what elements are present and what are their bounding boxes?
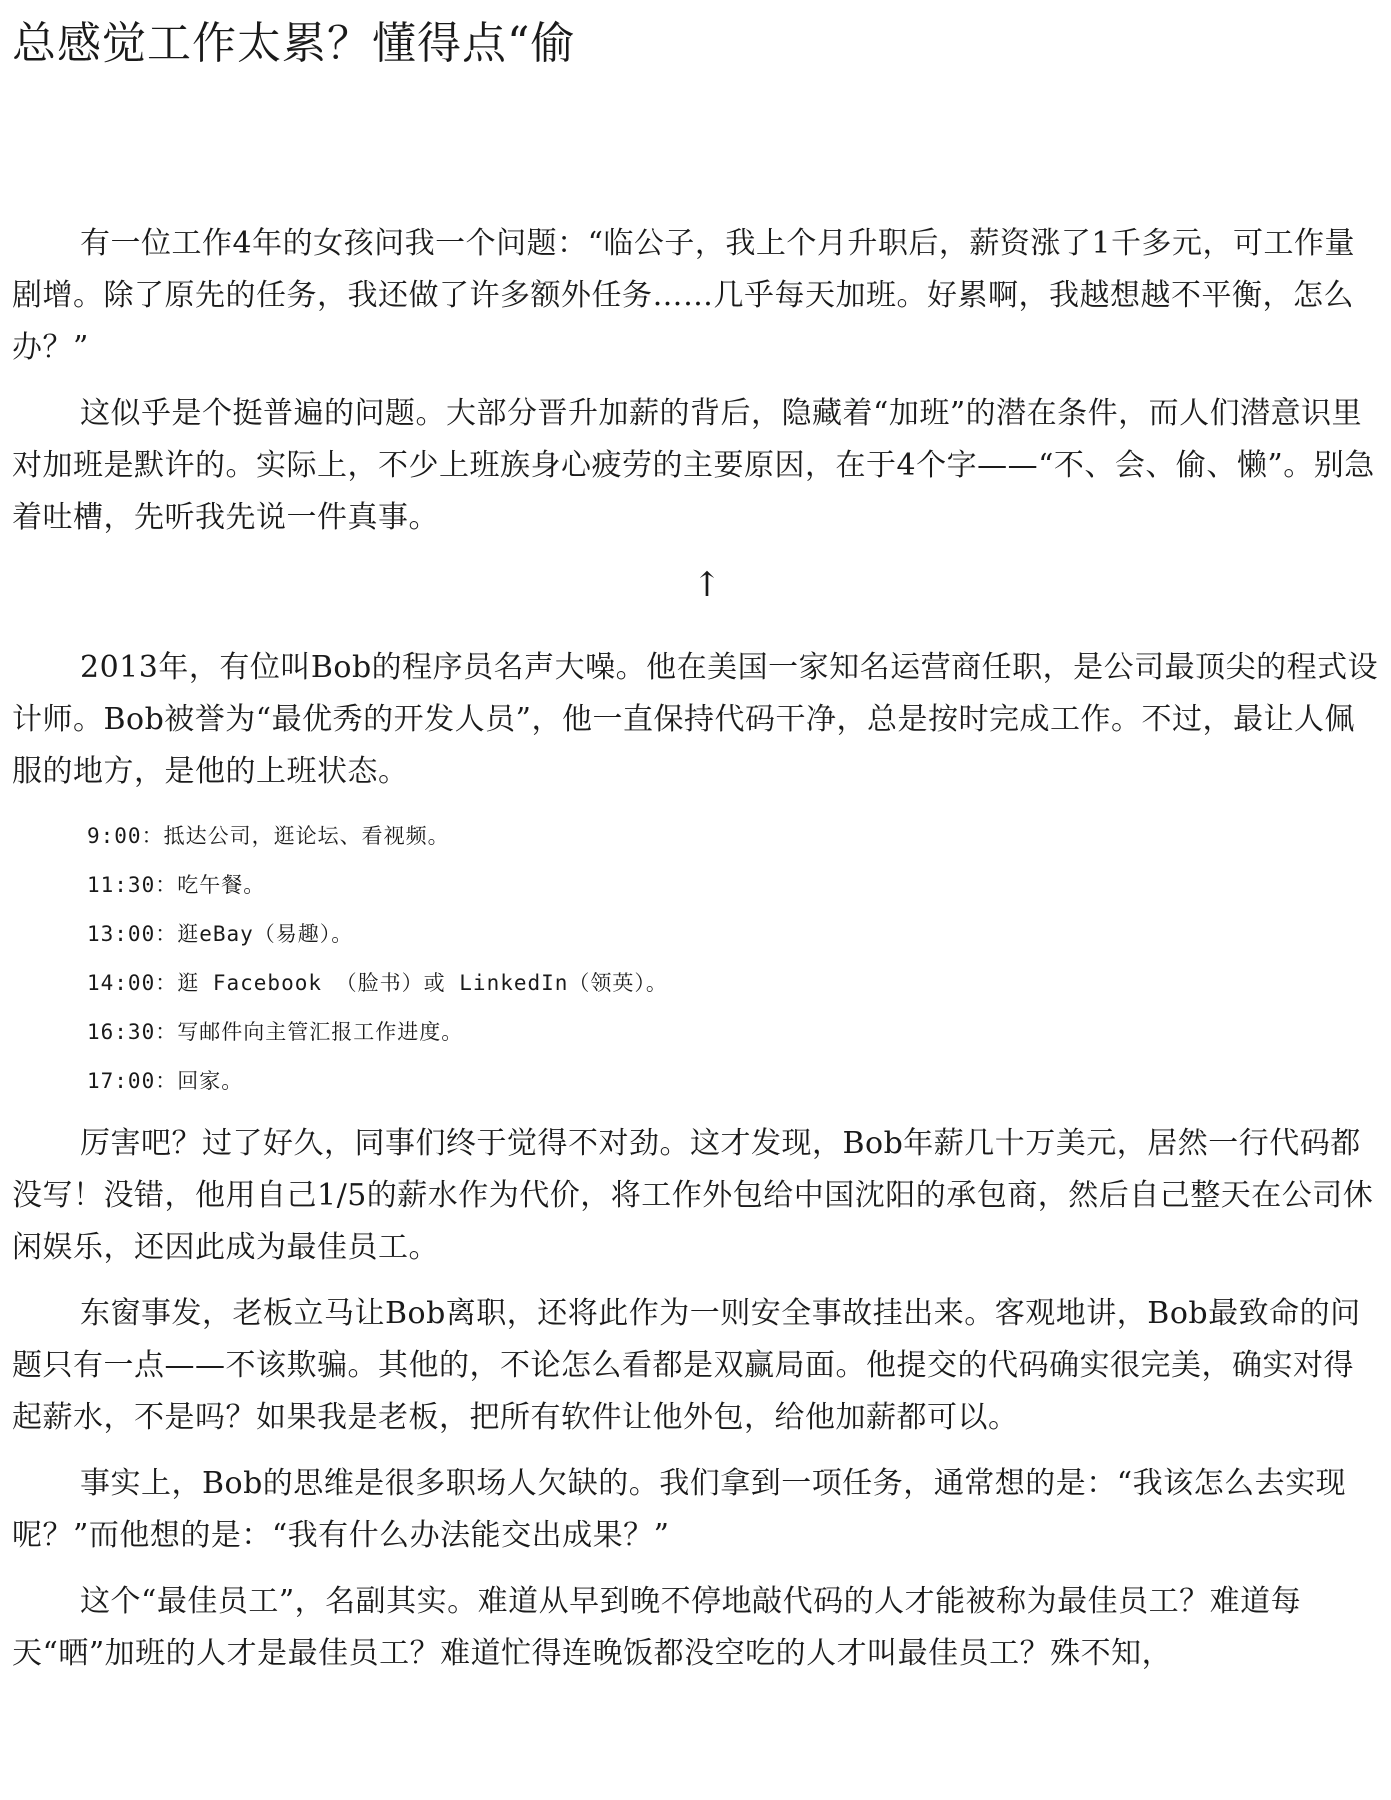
- article-body: [12, 218, 1382, 1694]
- schedule-item: 16:30：写邮件向主管汇报工作进度。: [87, 1020, 464, 1044]
- up-arrow-icon: ↑: [692, 565, 722, 605]
- paragraph: 事实上，Bob的思维是很多职场人欠缺的。我们拿到一项任务，通常想的是：“我该怎么去实现呢？”而他想的是：“我有什么办法能交出成果？”: [12, 1466, 1347, 1553]
- paragraph: 这个“最佳员工”，名副其实。难道从早到晚不停地敲代码的人才能被称为最佳员工？难道每天“晒”加班的人才是最佳员工？难道忙得连晚饭都没空吃的人才叫最佳员工？殊不知，: [12, 1584, 1302, 1671]
- schedule-item: 11:30：吃午餐。: [87, 873, 266, 897]
- paragraph: 厉害吧？过了好久，同事们终于觉得不对劲。这才发现，Bob年薪几十万美元，居然一行代码都没写！没错，他用自己1/5的薪水作为代价，将工作外包给中国沈阳的承包商，然后自己整天在公司休闲娱乐，还因此成为最佳员工。: [12, 1126, 1374, 1265]
- paragraph: 2013年，有位叫Bob的程序员名声大噪。他在美国一家知名运营商任职，是公司最顶尖的程式设计师。Bob被誉为“最优秀的开发人员”，他一直保持代码干净，总是按时完成工作。不过，最让人佩服的地方，是他的上班状态。: [12, 650, 1379, 789]
- schedule-item: 13:00：逛eBay（易趣）。: [87, 922, 354, 946]
- schedule-item: 14:00：逛 Facebook （脸书）或 LinkedIn（领英）。: [87, 971, 668, 995]
- article-title: 总感觉工作太累？懂得点“偷: [12, 18, 576, 69]
- schedule-list: [87, 812, 1382, 1106]
- paragraph: 有一位工作4年的女孩问我一个问题：“临公子，我上个月升职后，薪资涨了1千多元，可工作量剧增。除了原先的任务，我还做了许多额外任务……几乎每天加班。好累啊，我越想越不平衡，怎么办？”: [12, 226, 1356, 365]
- paragraph: 东窗事发，老板立马让Bob离职，还将此作为一则安全事故挂出来。客观地讲，Bob最致命的问题只有一点——不该欺骗。其他的，不论怎么看都是双赢局面。他提交的代码确实很完美，确实对得起薪水，不是吗？如果我是老板，把所有软件让他外包，给他加薪都可以。: [12, 1296, 1361, 1435]
- schedule-item: 17:00：回家。: [87, 1069, 244, 1093]
- schedule-item: 9:00：抵达公司，逛论坛、看视频。: [87, 824, 450, 848]
- paragraph: 这似乎是个挺普遍的问题。大部分晋升加薪的背后，隐藏着“加班”的潜在条件，而人们潜意识里对加班是默许的。实际上，不少上班族身心疲劳的主要原因，在于4个字——“不、会、偷、懒”。别急着吐槽，先听我先说一件真事。: [12, 396, 1375, 535]
